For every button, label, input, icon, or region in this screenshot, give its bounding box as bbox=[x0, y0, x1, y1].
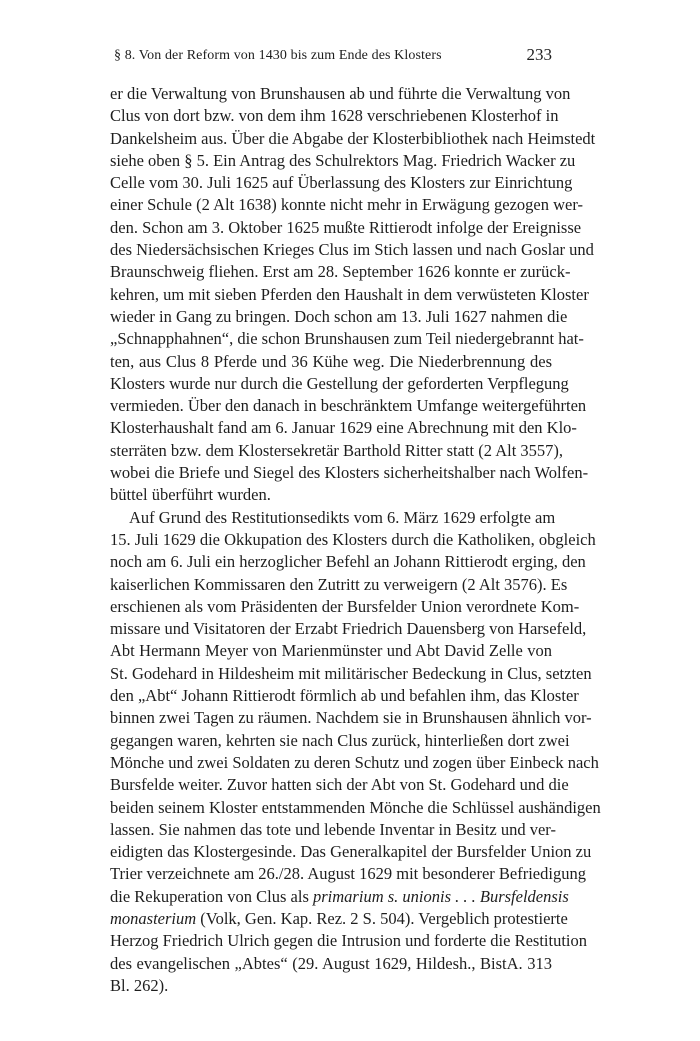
text-segment: Herzog Friedrich Ulrich gegen die Intrusion und forderte die Restitution bbox=[110, 931, 587, 951]
text-line bbox=[110, 752, 599, 774]
text-segment: sterräten bzw. dem Klostersekretär Barthold Ritter statt (2 Alt 3557), bbox=[110, 440, 564, 460]
page-number: 233 bbox=[526, 45, 552, 64]
text-line bbox=[110, 440, 564, 462]
text-segment: den „Abt“ Johann Rittierodt förmlich ab und befahlen ihm, das Kloster bbox=[110, 686, 579, 706]
text-line bbox=[110, 462, 589, 484]
text-line bbox=[110, 373, 569, 395]
text-segment: Klosterhaushalt fand am 6. Januar 1629 eine Abrechnung mit den Klo- bbox=[110, 418, 577, 438]
text-line bbox=[110, 908, 568, 930]
text-line bbox=[110, 640, 552, 662]
text-segment: vermieden. Über den danach in beschränktem Umfange weitergeführten bbox=[110, 396, 587, 416]
paragraph-2 bbox=[110, 507, 601, 998]
running-head: § 8. Von der Reform von 1430 bis zum Ende des Klosters bbox=[114, 48, 442, 63]
text-segment: Mönche und zwei Soldaten zu deren Schutz und zogen über Einbeck nach bbox=[110, 752, 599, 772]
text-segment: des evangelischen „Abtes“ (29. August 1629, Hildesh., BistA. 313 bbox=[110, 953, 552, 973]
text-line bbox=[110, 484, 552, 506]
text-segment: kehren, um mit sieben Pferden den Haushalt in dem verwüsteten Kloster bbox=[110, 284, 589, 304]
text-line bbox=[110, 819, 556, 841]
text-line bbox=[110, 395, 587, 417]
text-line bbox=[110, 730, 570, 752]
text-line bbox=[110, 351, 552, 373]
text-line bbox=[110, 306, 568, 328]
text-line bbox=[110, 707, 592, 729]
text-line bbox=[110, 930, 587, 952]
italic-text: monasterium bbox=[110, 908, 197, 928]
text-segment: wieder in Gang zu bringen. Doch schon am 13. Juli 1627 nahmen die bbox=[110, 306, 568, 326]
text-segment: kaiserlichen Kommissaren den Zutritt zu verweigern (2 Alt 3576). Es bbox=[110, 574, 568, 594]
text-line bbox=[110, 261, 571, 283]
text-segment: Dankelsheim aus. Über die Abgabe der Klosterbibliothek nach Heimstedt bbox=[110, 128, 596, 148]
text-segment: die Rekuperation von Clus als bbox=[110, 886, 314, 906]
text-line bbox=[110, 284, 589, 306]
text-line bbox=[110, 797, 601, 819]
text-line bbox=[110, 194, 583, 216]
text-line bbox=[110, 529, 596, 551]
text-segment: Bl. 262). bbox=[110, 975, 169, 995]
text-segment: einer Schule (2 Alt 1638) konnte nicht mehr in Erwägung gezogen wer- bbox=[110, 195, 583, 215]
text-line bbox=[110, 574, 568, 596]
text-segment: Bursfelde weiter. Zuvor hatten sich der Abt von St. Godehard und die bbox=[110, 775, 569, 795]
text-segment: wobei die Briefe und Siegel des Klosters sicherheitshalber nach Wolfen- bbox=[110, 463, 589, 483]
text-line bbox=[110, 863, 586, 885]
text-segment: St. Godehard in Hildesheim mit militärischer Bedeckung in Clus, setzten bbox=[110, 663, 592, 683]
text-line bbox=[110, 618, 587, 640]
text-line bbox=[110, 128, 596, 150]
text-segment: lassen. Sie nahmen das tote und lebende Inventar in Besitz und ver- bbox=[110, 819, 556, 839]
text-segment: ten, aus Clus 8 Pferde und 36 Kühe weg. Die Niederbrennung des bbox=[110, 351, 552, 371]
text-line bbox=[110, 886, 569, 908]
text-segment: eidigten das Klostergesinde. Das Generalkapitel der Bursfelder Union zu bbox=[110, 842, 592, 862]
text-segment: Trier verzeichnete am 26./28. August 1629 mit besonderer Befriedigung bbox=[110, 864, 586, 884]
text-line bbox=[110, 663, 592, 685]
text-line bbox=[110, 975, 552, 997]
text-line bbox=[110, 105, 559, 127]
text-line bbox=[110, 328, 584, 350]
italic-text: primarium s. unionis . . . Bursfeldensis bbox=[313, 886, 569, 906]
text-line bbox=[110, 551, 586, 573]
text-line bbox=[110, 685, 579, 707]
text-line bbox=[110, 841, 592, 863]
text-segment: (Volk, Gen. Kap. Rez. 2 S. 504). Vergeblich protestierte bbox=[196, 908, 568, 928]
text-segment: büttel überführt wurden. bbox=[110, 485, 271, 505]
text-segment: Abt Hermann Meyer von Marienmünster und Abt David Zelle von bbox=[110, 641, 552, 661]
text-line bbox=[110, 596, 580, 618]
text-line bbox=[110, 774, 569, 796]
text-segment: beiden seinem Kloster entstammenden Mönche die Schlüssel aushändigen bbox=[110, 797, 601, 817]
text-segment: noch am 6. Juli ein herzoglicher Befehl an Johann Rittierodt erging, den bbox=[110, 552, 586, 572]
text-line bbox=[110, 172, 573, 194]
text-segment: Celle vom 30. Juli 1625 auf Überlassung des Klosters zur Einrichtung bbox=[110, 173, 573, 193]
body-text bbox=[110, 83, 601, 997]
text-line bbox=[110, 239, 594, 261]
text-segment: Auf Grund des Restitutionsedikts vom 6. März 1629 erfolgte am bbox=[129, 507, 556, 527]
text-line bbox=[110, 417, 577, 439]
text-segment: den. Schon am 3. Oktober 1625 mußte Rittierodt infolge der Ereignisse bbox=[110, 217, 582, 237]
text-line bbox=[110, 953, 552, 975]
text-segment: 15. Juli 1629 die Okkupation des Klosters durch die Katholiken, obgleich bbox=[110, 529, 596, 549]
text-segment: Clus von dort bzw. von dem ihm 1628 verschriebenen Klosterhof in bbox=[110, 106, 559, 126]
text-segment: Klosters wurde nur durch die Gestellung der geforderten Verpflegung bbox=[110, 373, 569, 393]
text-line bbox=[110, 150, 576, 172]
text-line bbox=[110, 217, 582, 239]
text-segment: erschienen als vom Präsidenten der Bursfelder Union verordnete Kom- bbox=[110, 596, 580, 616]
text-segment: „Schnapphahnen“, die schon Brunshausen zum Teil niedergebrannt hat- bbox=[110, 329, 584, 349]
text-segment: binnen zwei Tagen zu räumen. Nachdem sie in Brunshausen ähnlich vor- bbox=[110, 708, 592, 728]
page-header bbox=[108, 44, 552, 68]
text-segment: missare und Visitatoren der Erzabt Friedrich Dauensberg von Harsefeld, bbox=[110, 619, 587, 639]
text-line bbox=[110, 507, 556, 529]
text-segment: des Niedersächsischen Krieges Clus im Stich lassen und nach Goslar und bbox=[110, 240, 594, 260]
text-segment: gegangen waren, kehrten sie nach Clus zurück, hinterließen dort zwei bbox=[110, 730, 570, 750]
text-segment: Braunschweig fliehen. Erst am 28. September 1626 konnte er zurück- bbox=[110, 262, 571, 282]
text-line bbox=[110, 83, 571, 105]
text-segment: siehe oben § 5. Ein Antrag des Schulrektors Mag. Friedrich Wacker zu bbox=[110, 150, 576, 170]
paragraph-1 bbox=[110, 83, 596, 507]
text-segment: er die Verwaltung von Brunshausen ab und führte die Verwaltung von bbox=[110, 84, 571, 103]
